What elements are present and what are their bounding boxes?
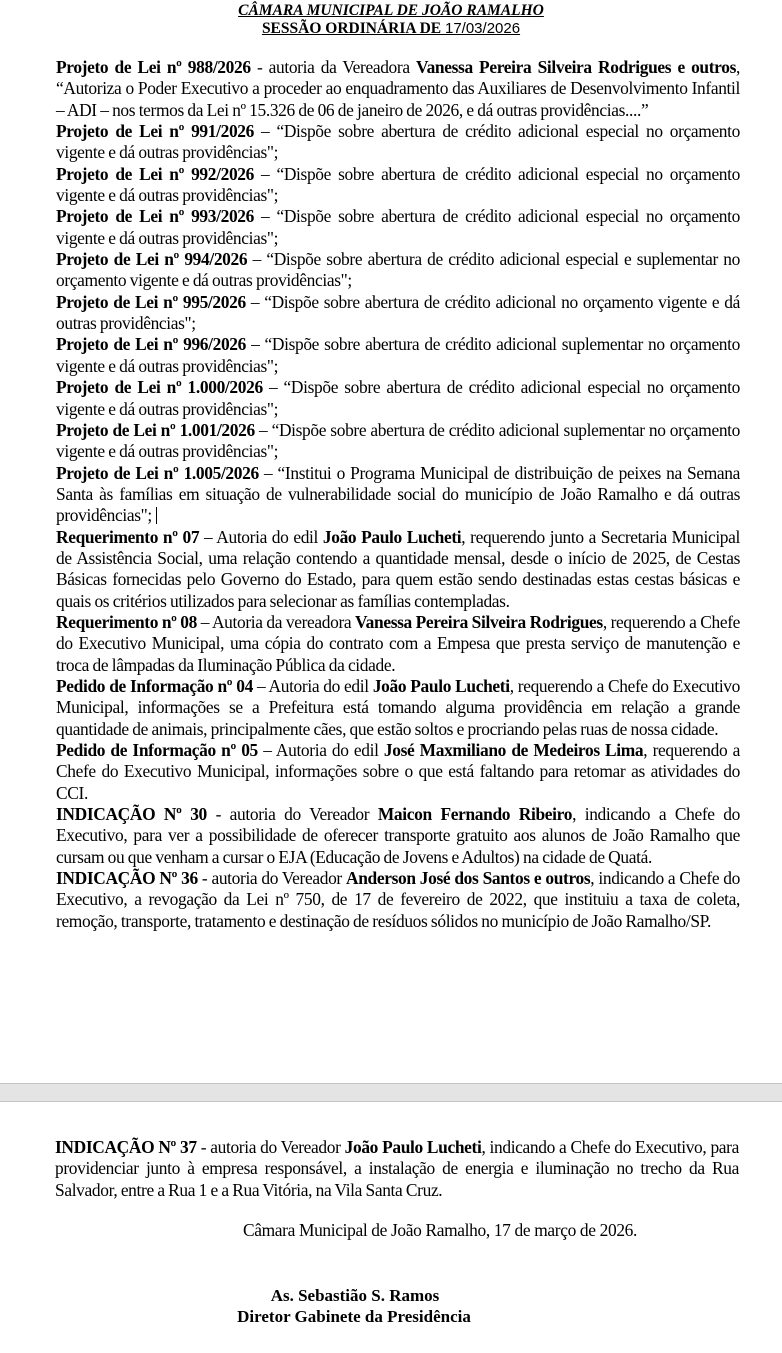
item-text: – Autoria da vereadora	[197, 611, 356, 632]
agenda-item	[55, 1137, 739, 1201]
agenda-item	[56, 527, 740, 612]
session-title	[0, 20, 782, 38]
agenda-item	[56, 164, 740, 207]
item-text: – “Dispõe sobre abertura de crédito adicional suplementar no orçamento vigente e dá outras providências";	[56, 334, 740, 376]
chamber-title: CÂMARA MUNICIPAL DE JOÃO RAMALHO	[238, 2, 544, 19]
item-lead: INDICAÇÃO Nº 36	[56, 868, 198, 889]
item-text: – Autoria do edil	[252, 675, 373, 696]
item-lead: Projeto de Lei nº 993/2026	[56, 206, 254, 227]
item-text: , indicando a Chefe do Executivo, para ver a possibilidade de oferecer transporte gratuito aos alunos de João Ramalho que cursam ou que venham a cursar o EJA (Educação de Jovens e Adultos) na cidade de Quatá.	[56, 804, 740, 867]
item-text: , indicando a Chefe do Executivo, para providenciar junto à empresa responsável, a instalação de energia e iluminação no trecho da Rua Salvador, entre a Rua 1 e a Rua Vitória, na Vila Santa Cruz.	[55, 1137, 739, 1200]
agenda-item	[56, 249, 740, 292]
item-lead: Pedido de Informação nº 05	[56, 740, 258, 760]
item-text: – “Dispõe sobre abertura de crédito adicional especial no orçamento vigente e dá outras providências";	[56, 206, 740, 248]
agenda-item	[56, 740, 740, 804]
item-text: - autoria do Vereador	[196, 1137, 345, 1157]
item-text: - autoria da Vereadora	[250, 57, 416, 77]
page-break-separator	[0, 1083, 782, 1102]
item-text: – “Dispõe sobre abertura de crédito adicional no orçamento vigente e dá outras providências";	[56, 291, 740, 334]
item-author: João Paulo Lucheti	[344, 1137, 482, 1157]
closing-line: Câmara Municipal de João Ramalho, 17 de março de 2026.	[243, 1220, 638, 1240]
item-text: , indicando a Chefe do Executivo, a revogação da Lei nº 750, de 17 de fevereiro de 2022, que instituiu a taxa de coleta, remoção, transporte, tratamento e destinação de resíduos sólidos no município de João Ramalho/SP.	[56, 868, 740, 931]
item-text: – Autoria do edil	[199, 526, 323, 547]
item-author: Maicon Fernando Ribeiro	[377, 804, 573, 825]
item-text: , “Autoriza o Poder Executivo a proceder ao enquadramento das Auxiliares de Desenvolvimento Infantil – ADI – nos termos da Lei nº 15.326 de 06 de janeiro de 2026, e dá outras providências....”	[56, 57, 740, 120]
item-text: , requerendo a Chefe do Executivo Municipal, informações sobre o que está faltando para retomar as atividades do CCI.	[56, 740, 740, 803]
item-text: – “Dispõe sobre abertura de crédito adicional especial no orçamento vigente e dá outras providências";	[56, 163, 740, 206]
item-lead: Projeto de Lei nº 992/2026	[56, 163, 254, 184]
item-lead: Requerimento nº 08	[56, 611, 198, 632]
item-text: – “Dispõe sobre abertura de crédito adicional especial no orçamento vigente e dá outras providências";	[56, 121, 740, 163]
agenda-item	[56, 804, 740, 868]
agenda-item	[56, 420, 740, 463]
item-text: , requerendo a Chefe do Executivo Municipal, uma cópia do contrato com a Empesa que presta serviço de manutenção e troca de lâmpadas da Iluminação Pública da cidade.	[56, 611, 740, 675]
item-lead: Projeto de Lei nº 994/2026	[56, 249, 248, 270]
signature-role: Diretor Gabinete da Presidência	[237, 1307, 471, 1326]
agenda-item	[56, 868, 740, 932]
item-lead: Requerimento nº 07	[56, 526, 200, 547]
agenda-item	[56, 121, 740, 164]
item-text: – “Institui o Programa Municipal de distribuição de peixes na Semana Santa às famílias em situação de vulnerabilidade social do município de João Ramalho e dá outras providências";	[56, 462, 740, 526]
item-lead: Projeto de Lei nº 1.001/2026	[56, 419, 255, 440]
session-date: 17/03/2026	[444, 20, 521, 37]
item-text: – Autoria do edil	[257, 740, 384, 760]
agenda-item	[56, 377, 740, 420]
item-text: – “Dispõe sobre abertura de crédito adicional especial no orçamento vigente e dá outras providências";	[56, 377, 740, 419]
item-text: – “Dispõe sobre abertura de crédito adicional especial e suplementar no orçamento vigente e dá outras providências";	[56, 249, 740, 291]
item-lead: Projeto de Lei nº 988/2026	[56, 57, 251, 77]
item-author: Anderson José dos Santos e outros	[345, 868, 591, 889]
agenda-item	[56, 292, 740, 335]
item-text: - autoria do Vereador	[197, 868, 346, 889]
agenda-item	[56, 57, 740, 121]
item-author: José Maxmiliano de Medeiros Lima	[383, 740, 644, 760]
item-lead: Pedido de Informação nº 04	[56, 675, 253, 696]
agenda-item	[56, 334, 740, 377]
item-text: , requerendo junto a Secretaria Municipal de Assistência Social, uma relação contendo a quantidade mensal, desde o início de 2025, de Cestas Básicas fornecidas pelo Governo do Estado, para quem estão sendo destinadas estas cestas básicas e quais os critérios utilizados para selecionar as famílias contempladas.	[56, 526, 740, 611]
agenda-item	[56, 612, 740, 676]
item-author: João Paulo Lucheti	[372, 675, 510, 696]
item-author: Vanessa Pereira Silveira Rodrigues e outros	[415, 57, 736, 77]
session-label: SESSÃO ORDINÁRIA DE	[261, 20, 445, 37]
signature-name: As. Sebastião S. Ramos	[270, 1286, 440, 1305]
agenda-list[interactable]	[56, 57, 740, 932]
agenda-list-page-2[interactable]	[55, 1137, 739, 1201]
item-lead: INDICAÇÃO Nº 30	[56, 804, 207, 825]
item-lead: Projeto de Lei nº 996/2026	[56, 334, 246, 355]
item-lead: Projeto de Lei nº 1.005/2026	[56, 462, 259, 483]
item-text: - autoria do Vereador	[206, 804, 378, 825]
item-text: , requerendo a Chefe do Executivo Municipal, informações se a Prefeitura está tomando alguma providência em relação a grande quantidade de animais, principalmente cães, que estão soltos e procriando pelas ruas de nossa cidade.	[56, 675, 740, 739]
agenda-item	[56, 463, 740, 527]
agenda-item	[56, 206, 740, 249]
item-lead: Projeto de Lei nº 991/2026	[56, 121, 254, 142]
item-lead: Projeto de Lei nº 1.000/2026	[56, 377, 263, 398]
agenda-item	[56, 676, 740, 740]
item-author: Vanessa Pereira Silveira Rodrigues	[355, 611, 603, 632]
item-author: João Paulo Lucheti	[322, 526, 462, 547]
text-cursor	[156, 507, 157, 524]
item-lead: INDICAÇÃO Nº 37	[55, 1137, 197, 1157]
item-text: – “Dispõe sobre abertura de crédito adicional suplementar no orçamento vigente e dá outras providências";	[56, 419, 740, 462]
item-lead: Projeto de Lei nº 995/2026	[56, 291, 246, 312]
